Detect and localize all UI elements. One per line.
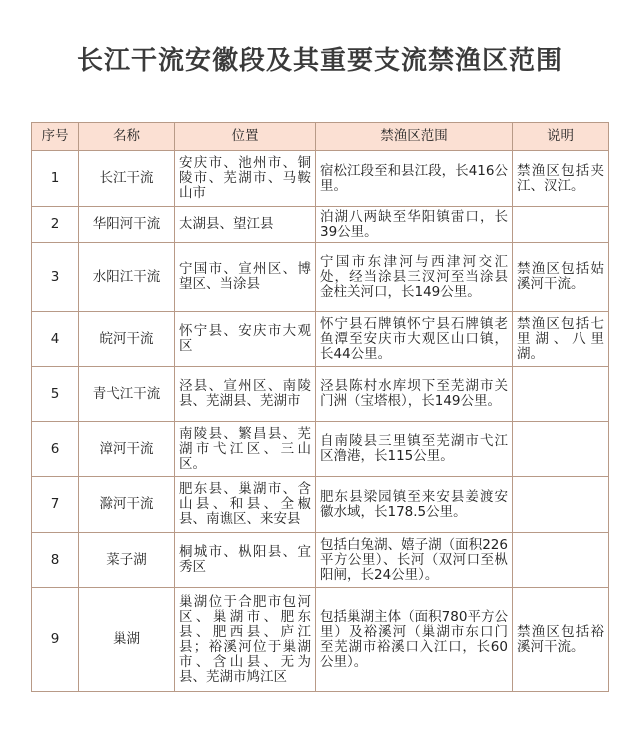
row-location: 宁国市、宣州区、博望区、当涂县	[175, 243, 316, 312]
row-note	[513, 207, 609, 243]
row-no: 9	[32, 588, 79, 692]
row-range: 宿松江段至和县江段，长416公里。	[316, 151, 513, 207]
row-name: 滁河干流	[79, 477, 175, 533]
row-no: 2	[32, 207, 79, 243]
header-no: 序号	[32, 123, 79, 151]
row-note: 禁渔区包括姑溪河干流。	[513, 243, 609, 312]
row-range: 泾县陈村水库坝下至芜湖市关门洲（宝塔根），长149公里。	[316, 367, 513, 422]
row-location: 安庆市、池州市、铜陵市、芜湖市、马鞍山市	[175, 151, 316, 207]
row-note: 禁渔区包括七里湖、八里湖。	[513, 312, 609, 367]
row-name: 长江干流	[79, 151, 175, 207]
row-range: 宁国市东津河与西津河交汇处，经当涂县三汊河至当涂县金柱关河口，长149公里。	[316, 243, 513, 312]
row-location: 巢湖位于合肥市包河区、巢湖市、肥东县、肥西县、庐江县；裕溪河位于巢湖市、含山县、无为县、芜湖市鸠江区	[175, 588, 316, 692]
table-row	[32, 367, 609, 422]
header-name: 名称	[79, 123, 175, 151]
header-range: 禁渔区范围	[316, 123, 513, 151]
header-location: 位置	[175, 123, 316, 151]
table-row	[32, 312, 609, 367]
row-note	[513, 367, 609, 422]
row-range: 泊湖八两缺至华阳镇雷口，长39公里。	[316, 207, 513, 243]
row-no: 3	[32, 243, 79, 312]
header-note: 说明	[513, 123, 609, 151]
row-name: 华阳河干流	[79, 207, 175, 243]
table-row	[32, 207, 609, 243]
row-name: 菜子湖	[79, 533, 175, 588]
row-no: 8	[32, 533, 79, 588]
row-location: 桐城市、枞阳县、宜秀区	[175, 533, 316, 588]
table-row	[32, 588, 609, 692]
table-row	[32, 243, 609, 312]
row-note	[513, 422, 609, 477]
row-name: 皖河干流	[79, 312, 175, 367]
row-note: 禁渔区包括夹江、汊江。	[513, 151, 609, 207]
row-no: 6	[32, 422, 79, 477]
row-name: 青弋江干流	[79, 367, 175, 422]
row-note	[513, 477, 609, 533]
fishing-ban-table	[31, 122, 609, 692]
row-location: 肥东县、巢湖市、含山县、和县、全椒县、南谯区、来安县	[175, 477, 316, 533]
row-range: 怀宁县石牌镇怀宁县石牌镇老鱼潭至安庆市大观区山口镇，长44公里。	[316, 312, 513, 367]
table-row	[32, 533, 609, 588]
table-row	[32, 151, 609, 207]
row-range: 肥东县梁园镇至来安县姜渡安徽水域，长178.5公里。	[316, 477, 513, 533]
row-location: 太湖县、望江县	[175, 207, 316, 243]
row-note	[513, 533, 609, 588]
row-location: 怀宁县、安庆市大观区	[175, 312, 316, 367]
table-row	[32, 422, 609, 477]
row-no: 5	[32, 367, 79, 422]
page-title: 长江干流安徽段及其重要支流禁渔区范围	[76, 46, 563, 76]
row-range: 包括巢湖主体（面积780平方公里）及裕溪河（巢湖市东口门至芜湖市裕溪口入江口，长60公里）。	[316, 588, 513, 692]
row-range: 包括白兔湖、嬉子湖（面积226平方公里）、长河（双河口至枞阳闸，长24公里）。	[316, 533, 513, 588]
row-no: 4	[32, 312, 79, 367]
row-location: 南陵县、繁昌县、芜湖市弋江区、三山区。	[175, 422, 316, 477]
row-name: 巢湖	[79, 588, 175, 692]
table-row	[32, 477, 609, 533]
row-range: 自南陵县三里镇至芜湖市弋江区澛港，长115公里。	[316, 422, 513, 477]
row-location: 泾县、宣州区、南陵县、芜湖县、芜湖市	[175, 367, 316, 422]
row-name: 水阳江干流	[79, 243, 175, 312]
row-name: 漳河干流	[79, 422, 175, 477]
table-header-row	[32, 123, 609, 151]
row-no: 1	[32, 151, 79, 207]
row-no: 7	[32, 477, 79, 533]
row-note: 禁渔区包括裕溪河干流。	[513, 588, 609, 692]
